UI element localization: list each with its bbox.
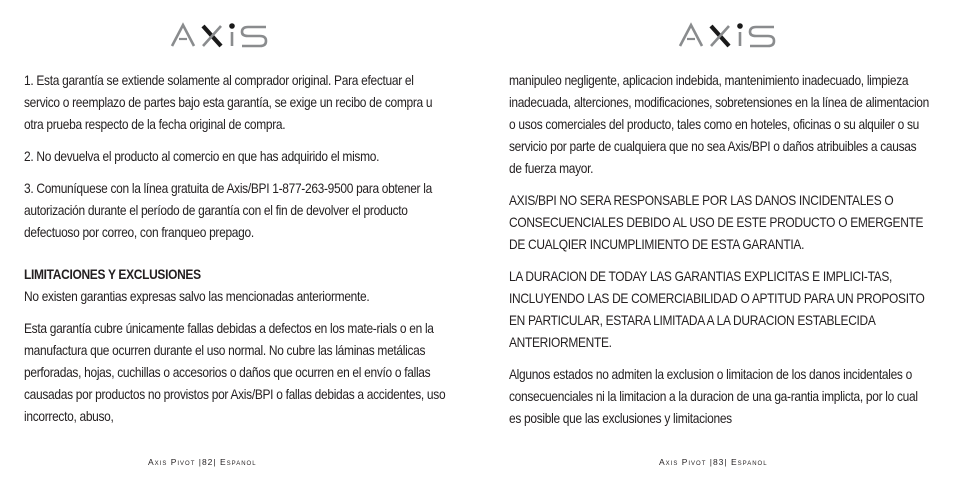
right-page-footer: Axis Pivot |83| Espanol bbox=[659, 457, 768, 467]
axis-logo bbox=[678, 22, 788, 48]
right-page-text bbox=[509, 70, 931, 440]
warranty-item-1: 1. Esta garantía se extiende solamente al comprador original. Para efectuar el servico o reemplazo de partes bajo esta garantía, se exige un recibo de compra u otra prueba respecto de la fecha original de compra. bbox=[24, 73, 433, 132]
no-express-warranty-text: No existen garantias expresas salvo las mencionadas anteriormente. bbox=[24, 289, 370, 304]
state-law-notice-text: Algunos estados no admiten la exclusion o limitacion de los danos incidentales o consecuenciales ni la limitacion a la duracion de una ga-rantia implicta, por lo cual es posible que las exclusiones y limitaciones bbox=[509, 367, 918, 426]
axis-logo bbox=[170, 22, 280, 48]
liability-disclaimer-text: AXIS/BPI NO SERA RESPONSABLE POR LAS DANOS INCIDENTALES O CONSECUENCIALES DEBIDO AL USO DE ESTE PRODUCTO O EMERGENTE DE CUALQIER INCUMPLIMIENTO DE ESTA GARANTIA. bbox=[509, 193, 924, 252]
right-page bbox=[477, 0, 954, 477]
implied-warranty-duration-text: LA DURACION DE TODAY LAS GARANTIAS EXPLICITAS E IMPLICI-TAS, INCLUYENDO LAS DE COMERCIABILIDAD O APTITUD PARA UN PROPOSITO EN PARTICULAR, ESTARA LIMITADA A LA DURACION ESTABLECIDA ANTERIORMENTE. bbox=[509, 269, 925, 350]
left-page-text bbox=[24, 70, 446, 438]
warranty-item-3: 3. Comuníquese con la línea gratuita de Axis/BPI 1-877-263-9500 para obtener la autorización durante el período de garantía con el fin de devolver el producto defectuoso por correo, con franqueo prepago. bbox=[24, 181, 432, 240]
limitations-heading: LIMITACIONES Y EXCLUSIONES bbox=[24, 267, 201, 282]
exclusions-continued-text: manipuleo negligente, aplicacion indebida, mantenimiento inadecuado, limpieza inadecuada, alterciones, modificaciones, sobretensiones en la línea de alimentacion o usos comerciales del producto, tales como en hoteles, oficinas o su alquiler o su servicio por parte de cualquiera que no sea Axis/BPI o daños atribuibles a causas de fuerza mayor. bbox=[509, 73, 929, 176]
coverage-text: Esta garantía cubre únicamente fallas debidas a defectos en los mate-rials o en la manufactura que ocurren durante el uso normal. No cubre las láminas metálicas perforadas, hojas, cuchillas o accesorios o daños que ocurren en el envío o fallas causadas por productos no provistos por Axis/BPI o fallas debidas a accidentes, uso incorrecto, abuso, bbox=[24, 321, 446, 424]
left-page-footer: Axis Pivot |82| Espanol bbox=[148, 457, 257, 467]
warranty-item-2: 2. No devuelva el producto al comercio en que has adquirido el mismo. bbox=[24, 149, 380, 164]
